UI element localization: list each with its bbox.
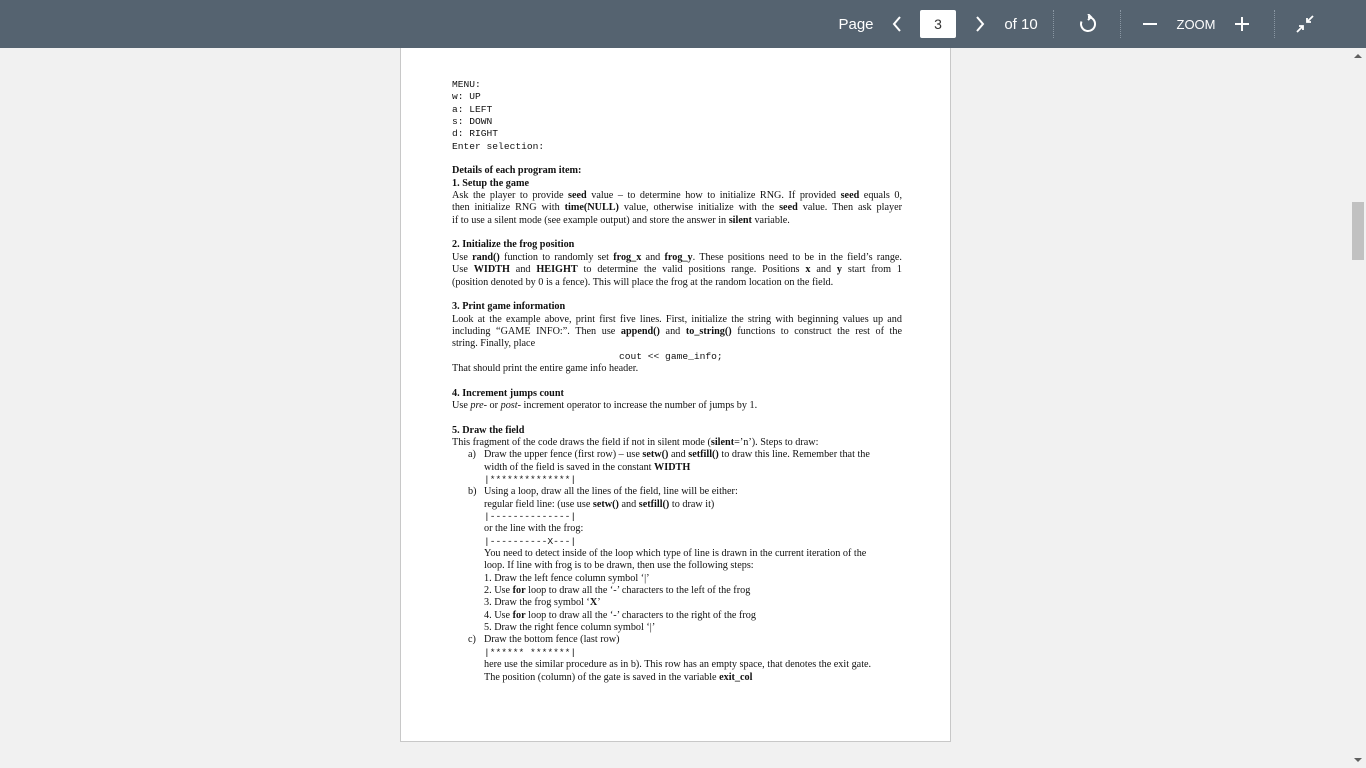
- list-item-line: You need to detect inside of the loop which type of line is drawn in the current iteration of the: [484, 548, 867, 560]
- step-line: 4. Use for loop to draw all the ‘-’ characters to the right of the frog: [484, 609, 756, 621]
- list-item: a) Draw the upper fence (first row) – use setw() and setfill() to draw this line. Remember that the: [468, 449, 870, 461]
- list-item-line: here use the similar procedure as in b). This row has an empty space, that denotes the exit gate.: [484, 659, 872, 671]
- exit-fullscreen-button[interactable]: [1290, 0, 1320, 48]
- list-item-line: or the line with the frog:: [484, 523, 584, 535]
- zoom-label: ZOOM: [1176, 16, 1216, 32]
- zoom-in-button[interactable]: [1228, 0, 1256, 48]
- step-line: 1. Draw the left fence column symbol ‘|’: [484, 572, 650, 584]
- section-heading: 1. Setup the game: [452, 177, 529, 189]
- list-item-line: The position (column) of the gate is saved in the variable exit_col: [484, 671, 753, 683]
- page-label: Page: [838, 15, 874, 33]
- page-number-input[interactable]: [920, 10, 956, 38]
- toolbar-separator: [1053, 10, 1054, 38]
- list-item-line: regular field line: (use use setw() and setfill() to draw it): [484, 498, 715, 510]
- paragraph-line: That should print the entire game info header.: [452, 362, 639, 374]
- toolbar-separator: [1120, 10, 1121, 38]
- menu-line: a: LEFT: [452, 103, 493, 115]
- step-line: 2. Use for loop to draw all the ‘-’ characters to the left of the frog: [484, 585, 751, 597]
- paragraph-line: then initialize RNG with time(NULL) value, otherwise initialize with the seed value. Then ask player: [452, 202, 902, 214]
- paragraph-line: Use pre- or post- increment operator to increase the number of jumps by 1.: [452, 399, 758, 411]
- paragraph-line: string. Finally, place: [452, 338, 536, 350]
- menu-line: Enter selection:: [452, 140, 545, 152]
- section-heading: 4. Increment jumps count: [452, 387, 564, 399]
- menu-line: MENU:: [452, 79, 481, 90]
- paragraph-line: This fragment of the code draws the field if not in silent mode (silent=’n’). Steps to draw:: [452, 436, 819, 448]
- paragraph-line: including “GAME INFO:”. Then use append() and to_string() functions to construct the rest of the: [452, 325, 902, 337]
- plus-icon: [1234, 16, 1250, 32]
- section-heading: 2. Initialize the frog position: [452, 239, 575, 251]
- step-line: 3. Draw the frog symbol ‘X’: [484, 597, 601, 609]
- code-line: cout << game_info;: [619, 350, 723, 362]
- chevron-right-icon: [974, 15, 986, 33]
- menu-line: s: DOWN: [452, 116, 493, 128]
- list-item-line: loop. If line with frog is to be drawn, then use the following steps:: [484, 560, 754, 572]
- paragraph-line: Use rand() function to randomly set frog_x and frog_y. These positions need to be in the field’s range.: [452, 251, 902, 263]
- list-item: c) Draw the bottom fence (last row): [468, 634, 620, 646]
- list-item-line: width of the field is saved in the constant WIDTH: [484, 461, 691, 473]
- vertical-scrollbar[interactable]: [1350, 48, 1366, 768]
- list-item: b) Using a loop, draw all the lines of the field, line will be either:: [468, 486, 738, 498]
- paragraph-line: Ask the player to provide seed value – to determine how to initialize RNG. If provided seed equals 0,: [452, 190, 902, 202]
- scroll-up-button[interactable]: [1350, 48, 1366, 64]
- page-content: [452, 79, 902, 684]
- section-heading: 3. Print game information: [452, 301, 566, 313]
- triangle-up-icon: [1354, 53, 1362, 59]
- chevron-left-icon: [891, 15, 903, 33]
- paragraph-line: Use WIDTH and HEIGHT to determine the valid positions range. Positions x and y start from 1: [452, 264, 903, 276]
- step-line: 5. Draw the right fence column symbol ‘|’: [484, 622, 656, 634]
- details-heading: Details of each program item:: [452, 165, 582, 177]
- next-page-button[interactable]: [967, 0, 993, 48]
- triangle-down-icon: [1354, 757, 1362, 763]
- code-line: |****** *******|: [484, 646, 577, 658]
- paragraph-line: Look at the example above, print first five lines. First, initialize the string with beginning values up and: [452, 313, 902, 325]
- code-line: |--------------|: [484, 511, 577, 523]
- collapse-icon: [1296, 15, 1314, 33]
- rotate-icon: [1078, 14, 1098, 34]
- paragraph-line: if to use a silent mode (see example output) and store the answer in silent variable.: [452, 214, 790, 226]
- pdf-toolbar: [0, 0, 1366, 48]
- zoom-out-button[interactable]: [1136, 0, 1164, 48]
- pdf-page: [400, 48, 951, 742]
- previous-page-button[interactable]: [884, 0, 910, 48]
- menu-line: w: UP: [452, 91, 481, 103]
- paragraph-line: (position denoted by 0 is a fence). This will place the frog at the random location on the field.: [452, 276, 834, 288]
- scrollbar-thumb[interactable]: [1352, 202, 1364, 260]
- minus-icon: [1142, 16, 1158, 32]
- section-heading: 5. Draw the field: [452, 424, 525, 436]
- scroll-down-button[interactable]: [1350, 752, 1366, 768]
- code-line: |----------X---|: [484, 535, 577, 547]
- code-line: |**************|: [484, 474, 577, 485]
- menu-line: d: RIGHT: [452, 128, 499, 140]
- page-count-label: of 10: [1004, 15, 1038, 33]
- toolbar-separator: [1274, 10, 1275, 38]
- rotate-button[interactable]: [1072, 0, 1104, 48]
